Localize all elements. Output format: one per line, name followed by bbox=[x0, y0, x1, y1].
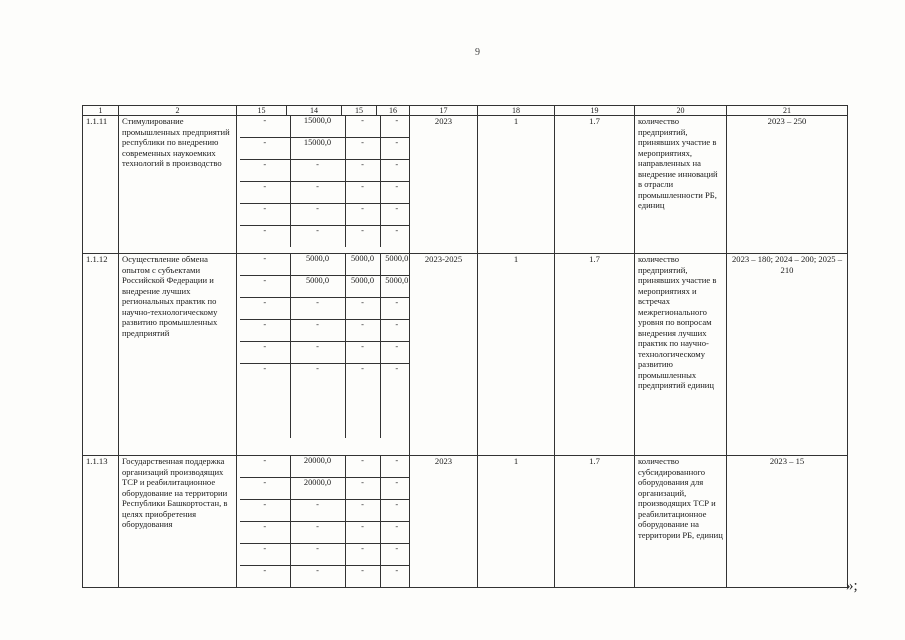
header-cell: 16 bbox=[377, 106, 410, 116]
funding-cell: - bbox=[380, 204, 410, 226]
funding-cell: - bbox=[395, 226, 399, 235]
funding-cell: - bbox=[290, 500, 345, 522]
funding-cell: - bbox=[395, 364, 399, 373]
funding-cell: - bbox=[240, 138, 290, 160]
target-cell: 2023 – 180; 2024 – 200; 2025 – 210 bbox=[727, 254, 848, 456]
funding-cell: - bbox=[240, 544, 290, 566]
funding-cell: 5000,0 bbox=[380, 254, 410, 276]
funding-cell: - bbox=[240, 204, 290, 226]
funding-cell: - bbox=[380, 522, 410, 544]
funding-cell: - bbox=[290, 544, 345, 566]
header-cell: 2 bbox=[119, 106, 237, 116]
funding-cell: - bbox=[380, 116, 410, 138]
funding-cell: - bbox=[345, 116, 380, 138]
funding-cell: - bbox=[290, 298, 345, 320]
funding-cell: - bbox=[380, 342, 410, 364]
header-cell: 20 bbox=[635, 106, 727, 116]
header-cell: 19 bbox=[555, 106, 635, 116]
funding-cell: - bbox=[380, 182, 410, 204]
indicator-cell: количество предприятий, принявших участие в мероприятиях, направленных на внедрение инноваций в отрасли промышленности РБ, единиц bbox=[635, 116, 727, 254]
header-cell: 21 bbox=[727, 106, 848, 116]
funding-cell: 20000,0 bbox=[290, 456, 345, 478]
row-number: 1.1.11 bbox=[83, 116, 119, 254]
funding-cell: - bbox=[345, 160, 380, 182]
table-row bbox=[83, 116, 848, 254]
funding-cell: 5000,0 bbox=[380, 276, 410, 298]
funding-cell: - bbox=[240, 320, 290, 342]
funding-cell: - bbox=[345, 182, 380, 204]
table-row bbox=[83, 456, 848, 588]
funding-cell: - bbox=[380, 320, 410, 342]
funding-cell: - bbox=[345, 204, 380, 226]
funding-cell: - bbox=[240, 182, 290, 204]
funding-cell: - bbox=[345, 364, 380, 439]
funding-cell: - bbox=[380, 138, 410, 160]
funding-cell: - bbox=[240, 342, 290, 364]
funding-cell: - bbox=[345, 478, 380, 500]
page-number: 9 bbox=[475, 47, 480, 58]
funding-cell: - bbox=[380, 544, 410, 566]
funding-cell: - bbox=[380, 500, 410, 522]
funding-cell: - bbox=[290, 566, 345, 588]
funding-cell: - bbox=[345, 500, 380, 522]
row-name: Стимулирование промышленных предприятий республики по внедрению современных наукоемких технологий в производство bbox=[119, 116, 237, 254]
funding-cell: 5000,0 bbox=[290, 276, 345, 298]
funding-cell: - bbox=[380, 298, 410, 320]
funding-cell: - bbox=[240, 566, 290, 588]
header-cell: 1 bbox=[83, 106, 119, 116]
funding-cell: 5000,0 bbox=[290, 254, 345, 276]
funding-cell: - bbox=[345, 566, 380, 588]
row-number: 1.1.13 bbox=[83, 456, 119, 588]
funding-cell: - bbox=[345, 298, 380, 320]
funding-cell: - bbox=[290, 226, 345, 248]
period-cell: 2023-2025 bbox=[410, 254, 478, 456]
funding-cell: - bbox=[240, 500, 290, 522]
funding-cell: - bbox=[290, 320, 345, 342]
col19-cell: 1.7 bbox=[555, 456, 635, 588]
funding-cell: - bbox=[395, 566, 399, 575]
funding-cell: - bbox=[345, 320, 380, 342]
funding-cell: - bbox=[240, 364, 290, 439]
target-cell: 2023 – 15 bbox=[727, 456, 848, 588]
header-cell: 18 bbox=[478, 106, 555, 116]
header-row bbox=[83, 106, 848, 116]
funding-cell: - bbox=[345, 138, 380, 160]
funding-cell: - bbox=[290, 342, 345, 364]
funding-cell: - bbox=[380, 456, 410, 478]
funding-cell: - bbox=[240, 276, 290, 298]
col19-cell: 1.7 bbox=[555, 116, 635, 254]
funding-cell: - bbox=[345, 522, 380, 544]
col19-cell: 1.7 bbox=[555, 254, 635, 456]
header-cell: 17 bbox=[410, 106, 478, 116]
funding-cell: - bbox=[240, 226, 290, 248]
funding-cell: 5000,0 bbox=[345, 254, 380, 276]
funding-cell: - bbox=[240, 456, 290, 478]
funding-cell: - bbox=[290, 204, 345, 226]
funding-cell: - bbox=[240, 254, 290, 276]
funding-cells bbox=[237, 116, 410, 254]
header-cell: 15 bbox=[342, 106, 377, 116]
indicator-cell: количество предприятий, принявших участие в мероприятиях и встречах межрегионального уровня по вопросам внедрения лучших практик по научно-технологическому развитию промышленных предприятий единиц bbox=[635, 254, 727, 456]
header-cell: 14 bbox=[287, 106, 342, 116]
funding-cell: 5000,0 bbox=[345, 276, 380, 298]
period-cell: 2023 bbox=[410, 116, 478, 254]
funding-cell: 15000,0 bbox=[290, 116, 345, 138]
funding-cells bbox=[237, 456, 410, 588]
funding-cell: - bbox=[240, 160, 290, 182]
funding-cell: 15000,0 bbox=[290, 138, 345, 160]
funding-cell: - bbox=[345, 342, 380, 364]
header-cell: 15 bbox=[237, 106, 287, 116]
funding-cell: - bbox=[345, 226, 380, 248]
col18-cell: 1 bbox=[478, 254, 555, 456]
col18-cell: 1 bbox=[478, 116, 555, 254]
table-row bbox=[83, 254, 848, 456]
funding-cell: - bbox=[380, 478, 410, 500]
program-table bbox=[82, 105, 848, 588]
funding-cell: - bbox=[290, 160, 345, 182]
closing-quote-mark: »; bbox=[846, 578, 858, 594]
funding-cell: - bbox=[290, 182, 345, 204]
funding-cells bbox=[237, 254, 410, 456]
funding-cell: - bbox=[240, 478, 290, 500]
funding-cell: - bbox=[240, 522, 290, 544]
funding-cell: - bbox=[345, 544, 380, 566]
funding-cell: 20000,0 bbox=[290, 478, 345, 500]
funding-cell: - bbox=[290, 522, 345, 544]
row-name: Осуществление обмена опытом с субъектами Российской Федерации и внедрение лучших региональных практик по научно-технологическому развитию промышленных предприятий bbox=[119, 254, 237, 456]
funding-cell: - bbox=[240, 116, 290, 138]
funding-cell: - bbox=[380, 160, 410, 182]
indicator-cell: количество субсидированного оборудования для организаций, производящих ТСР и реабилитационное оборудование на территории РБ, единиц bbox=[635, 456, 727, 588]
col18-cell: 1 bbox=[478, 456, 555, 588]
period-cell: 2023 bbox=[410, 456, 478, 588]
funding-cell: - bbox=[290, 364, 345, 439]
target-cell: 2023 – 250 bbox=[727, 116, 848, 254]
row-number: 1.1.12 bbox=[83, 254, 119, 456]
funding-cell: - bbox=[240, 298, 290, 320]
funding-cell: - bbox=[345, 456, 380, 478]
row-name: Государственная поддержка организаций производящих ТСР и реабилитационное оборудование на территории Республики Башкортостан, в целях приобретения оборудования bbox=[119, 456, 237, 588]
